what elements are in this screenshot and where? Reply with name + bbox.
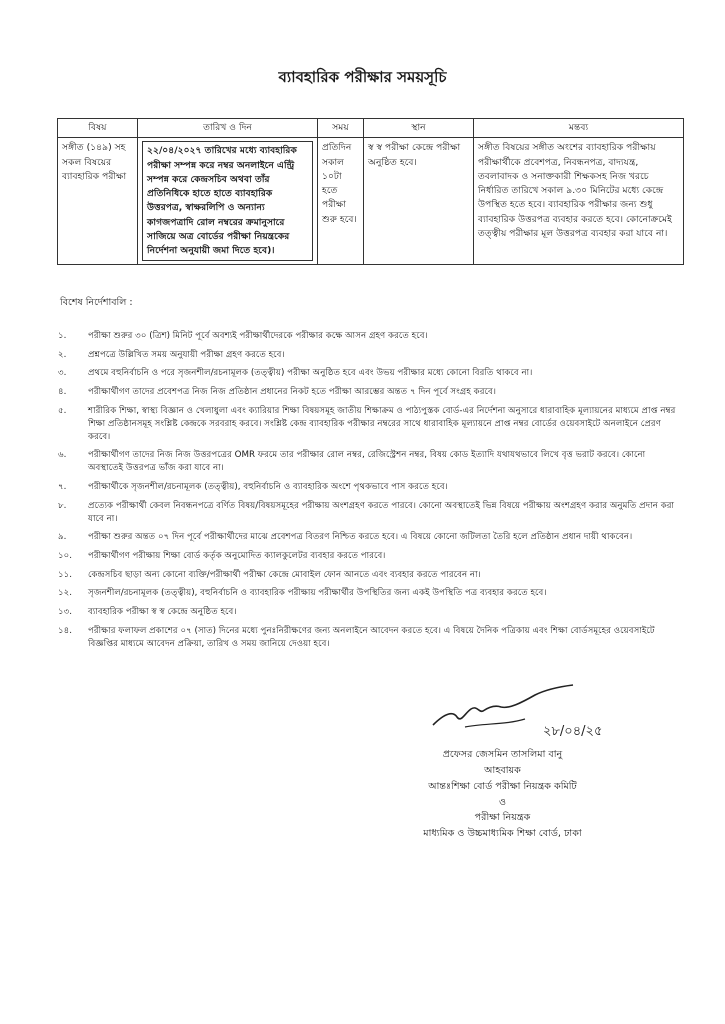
signatory-name: প্রফেসর জেসমিন তাসলিমা বানু (442, 749, 563, 760)
note-text: শারীরিক শিক্ষা, স্বাস্থ্য বিজ্ঞান ও খেলাধুলা এবং ক্যারিয়ার শিক্ষা বিষয়সমূহ জাতীয় শিক্ষাক্রম ও পাঠ্যপুস্তক বোর্ড-এর নির্দেশনা অনুসারে ধারাবাহিক মূল্যায়নের মাধ্যমে প্রাপ্ত নম্বর শিক্ষা প্রতিষ্ঠানসমূহ সংশ্লিষ্ট কেন্দ্রকে সরবরাহ করবে। সংশ্লিষ্ট কেন্দ্র ব্যাবহারিক পরীক্ষার নম্বরের সাথে ধারাবাহিক মূল্যায়নে প্রাপ্ত নম্বর বোর্ডের ওয়েবসাইটে অনলাইনে প্রেরণ করবে। (88, 405, 676, 442)
note-text: পরীক্ষার্থীকে সৃজনশীল/রচনামূলক (তত্ত্বীয়), বহুনির্বাচনি ও ব্যাবহারিক অংশে পৃথকভাবে পাস করতে হবে। (88, 481, 448, 492)
note-text: পরীক্ষা শুরুর অন্তত ০৭ দিন পূর্বে পরীক্ষার্থীদের মাঝে প্রবেশপত্র বিতরণ নিশ্চিত করতে হবে। এ বিষয়ে কোনো জটিলতা তৈরি হলে প্রতিষ্ঠান প্রধান দায়ী থাকবেন। (88, 532, 633, 543)
table-row (58, 138, 684, 265)
list-item (58, 587, 680, 600)
header-subject: বিষয় (58, 119, 138, 138)
note-text: পরীক্ষার ফলাফল প্রকাশের ০৭ (সাত) দিনের মধ্যে পুনঃনিরীক্ষণের জন্য অনলাইনে আবেদন করতে হবে। এ বিষয়ে দৈনিক পত্রিকায় এবং শিক্ষা বোর্ডসমূহের ওয়েবসাইটে বিজ্ঞপ্তির মাধ্যমে আবেদন প্রক্রিয়া, তারিখ ও সময় জানিয়ে দেওয়া হবে। (88, 625, 655, 649)
notes-heading: বিশেষ নির্দেশাবলি : (60, 297, 133, 308)
cell-subject: সঙ্গীত (১৪৯) সহ সকল বিষয়ের ব্যাবহারিক পরীক্ষা (58, 138, 138, 265)
note-number: ১৪. (58, 625, 73, 636)
list-item (58, 531, 680, 544)
list-item (58, 625, 680, 651)
header-place: স্থান (364, 119, 474, 138)
note-number: ৬. (58, 450, 67, 461)
header-remarks: মন্তব্য (474, 119, 684, 138)
note-number: ৪. (58, 386, 67, 397)
note-number: ২. (58, 349, 67, 360)
handwritten-signature (425, 683, 605, 743)
signatory-role: আহবায়ক (484, 764, 521, 776)
note-number: ৫. (58, 405, 67, 416)
list-item (58, 349, 680, 362)
note-text: প্রশ্নপত্রে উল্লিখিত সময় অনুযায়ী পরীক্ষা গ্রহণ করতে হবে। (88, 349, 285, 360)
list-item (58, 386, 680, 399)
signatory-block (330, 748, 675, 843)
list-item (58, 481, 680, 494)
date-instructions-box: ২২/০৪/২০২৭ তারিখের মধ্যে ব্যাবহারিক পরীক্ষা সম্পন্ন করে নম্বর অনলাইনে এন্ট্রি সম্পন্ন করে কেন্দ্রসচিব অথবা তাঁর প্রতিনিধিকে হাতে হাতে ব্যাবহারিক উত্তরপত্র, স্বাক্ষরলিপি ও অন্যান্য কাগজপত্রাদি রোল নম্বরের ক্রমানুসারে সাজিয়ে অত্র বোর্ডের পরীক্ষা নিয়ন্ত্রকের নির্দেশনা অনুযায়ী জমা দিতে হবে)। (142, 141, 313, 261)
header-time: সময় (318, 119, 364, 138)
note-text: ব্যাবহারিক পরীক্ষা স্ব স্ব কেন্দ্রে অনুষ্ঠিত হবে। (88, 606, 237, 617)
schedule-table (57, 118, 684, 265)
cell-place: স্ব স্ব পরীক্ষা কেন্দ্রে পরীক্ষা অনুষ্ঠিত হবে। (364, 138, 474, 265)
list-item (58, 449, 680, 475)
cell-time: প্রতিদিন সকাল ১০টা হতে পরীক্ষা শুরু হবে। (318, 138, 364, 265)
page-title: ব্যাবহারিক পরীক্ষার সময়সূচি (278, 68, 447, 86)
note-text: প্রথমে বহুনির্বাচনি ও পরে সৃজনশীল/রচনামূলক (তত্ত্বীয়) পরীক্ষা অনুষ্ঠিত হবে এবং উভয় পরীক্ষার মধ্যে কোনো বিরতি থাকবে না। (88, 368, 533, 379)
signature-date: ২৮/০৪/২৫ (543, 724, 603, 739)
note-number: ৩. (58, 368, 67, 379)
note-number: ৯. (58, 532, 67, 543)
note-number: ১১. (58, 569, 73, 580)
signatory-role-2: পরীক্ষা নিয়ন্ত্রক (474, 812, 531, 824)
note-text: সৃজনশীল/রচনামূলক (তত্ত্বীয়), বহুনির্বাচনি ও ব্যাবহারিক পরীক্ষায় পরীক্ষার্থীর উপস্থিতির জন্য একই উপস্থিতি পত্র ব্যবহার করতে হবে। (88, 588, 547, 599)
note-number: ৭. (58, 481, 67, 492)
list-item (58, 550, 680, 563)
note-text: প্রত্যেক পরীক্ষার্থী কেবল নিবন্ধনপত্রে বর্ণিত বিষয়/বিষয়সমূহের পরীক্ষায় অংশগ্রহণ করতে পারবে। কোনো অবস্থাতেই ভিন্ন বিষয়ে পরীক্ষায় অংশগ্রহণ করার অনুমতি প্রদান করা যাবে না। (88, 500, 675, 524)
note-text: কেন্দ্রসচিব ছাড়া অন্য কোনো ব্যক্তি/পরীক্ষার্থী পরীক্ষা কেন্দ্রে মোবাইল ফোন আনতে এবং ব্যবহার করতে পারবেন না। (88, 569, 481, 580)
note-number: ১. (58, 331, 67, 341)
note-number: ১২. (58, 588, 73, 599)
notes-list (58, 330, 680, 656)
note-number: ১০. (58, 550, 73, 561)
list-item (58, 405, 680, 444)
cell-remarks: সঙ্গীত বিষয়ের সঙ্গীত অংশের ব্যাবহারিক পরীক্ষায় পরীক্ষার্থীকে প্রবেশপত্র, নিবন্ধনপত্র, বাদ্যযন্ত্র, তবলাবাদক ও সনাক্তকারী শিক্ষকসহ নিজ খরচে নির্ধারিত তারিখে সকাল ৯.৩০ মিনিটের মধ্যে কেন্দ্রে উপস্থিত হতে হবে। ব্যাবহারিক পরীক্ষার জন্য শুধু ব্যাবহারিক উত্তরপত্র ব্যবহার করতে হবে। কোনোক্রমেই তত্ত্বীয় পরীক্ষার মূল উত্তরপত্র ব্যবহার করা যাবে না। (474, 138, 684, 265)
committee-name: আন্তঃশিক্ষা বোর্ড পরীক্ষা নিয়ন্ত্রক কমিটি (428, 780, 577, 792)
note-text: পরীক্ষার্থীগণ তাদের প্রবেশপত্র নিজ নিজ প্রতিষ্ঠান প্রধানের নিকট হতে পরীক্ষা আরম্ভের অন্তত ৭ দিন পূর্বে সংগ্রহ করবে। (88, 386, 496, 397)
note-text: পরীক্ষা শুরুর ৩০ (ত্রিশ) মিনিট পূর্বে অবশ্যই পরীক্ষার্থীদেরকে পরীক্ষার কক্ষে আসন গ্রহণ করতে হবে। (88, 331, 428, 341)
note-text: পরীক্ষার্থীগণ তাদের নিজ নিজ উত্তরপত্রের OMR ফরমে তার পরীক্ষার রোল নম্বর, রেজিস্ট্রেশন নম্বর, বিষয় কোড ইত্যাদি যথাযথভাবে লিখে বৃত্ত ভরাট করবে। কোনো অবস্থাতেই উত্তরপত্র ভাঁজ করা যাবে না। (88, 450, 646, 474)
conjunction: ও (498, 796, 507, 808)
list-item (58, 330, 680, 343)
list-item (58, 569, 680, 582)
list-item (58, 606, 680, 619)
header-date: তারিখ ও দিন (138, 119, 318, 138)
cell-date (138, 138, 318, 265)
table-header-row (58, 119, 684, 138)
list-item (58, 500, 680, 526)
note-number: ৮. (58, 500, 67, 511)
note-number: ১৩. (58, 606, 73, 617)
board-name: মাধ্যমিক ও উচ্চমাধ্যমিক শিক্ষা বোর্ড, ঢাকা (423, 828, 582, 840)
note-text: পরীক্ষার্থীগণ পরীক্ষায় শিক্ষা বোর্ড কর্তৃক অনুমোদিত ক্যালকুলেটর ব্যবহার করতে পারবে। (88, 550, 386, 561)
list-item (58, 367, 680, 380)
